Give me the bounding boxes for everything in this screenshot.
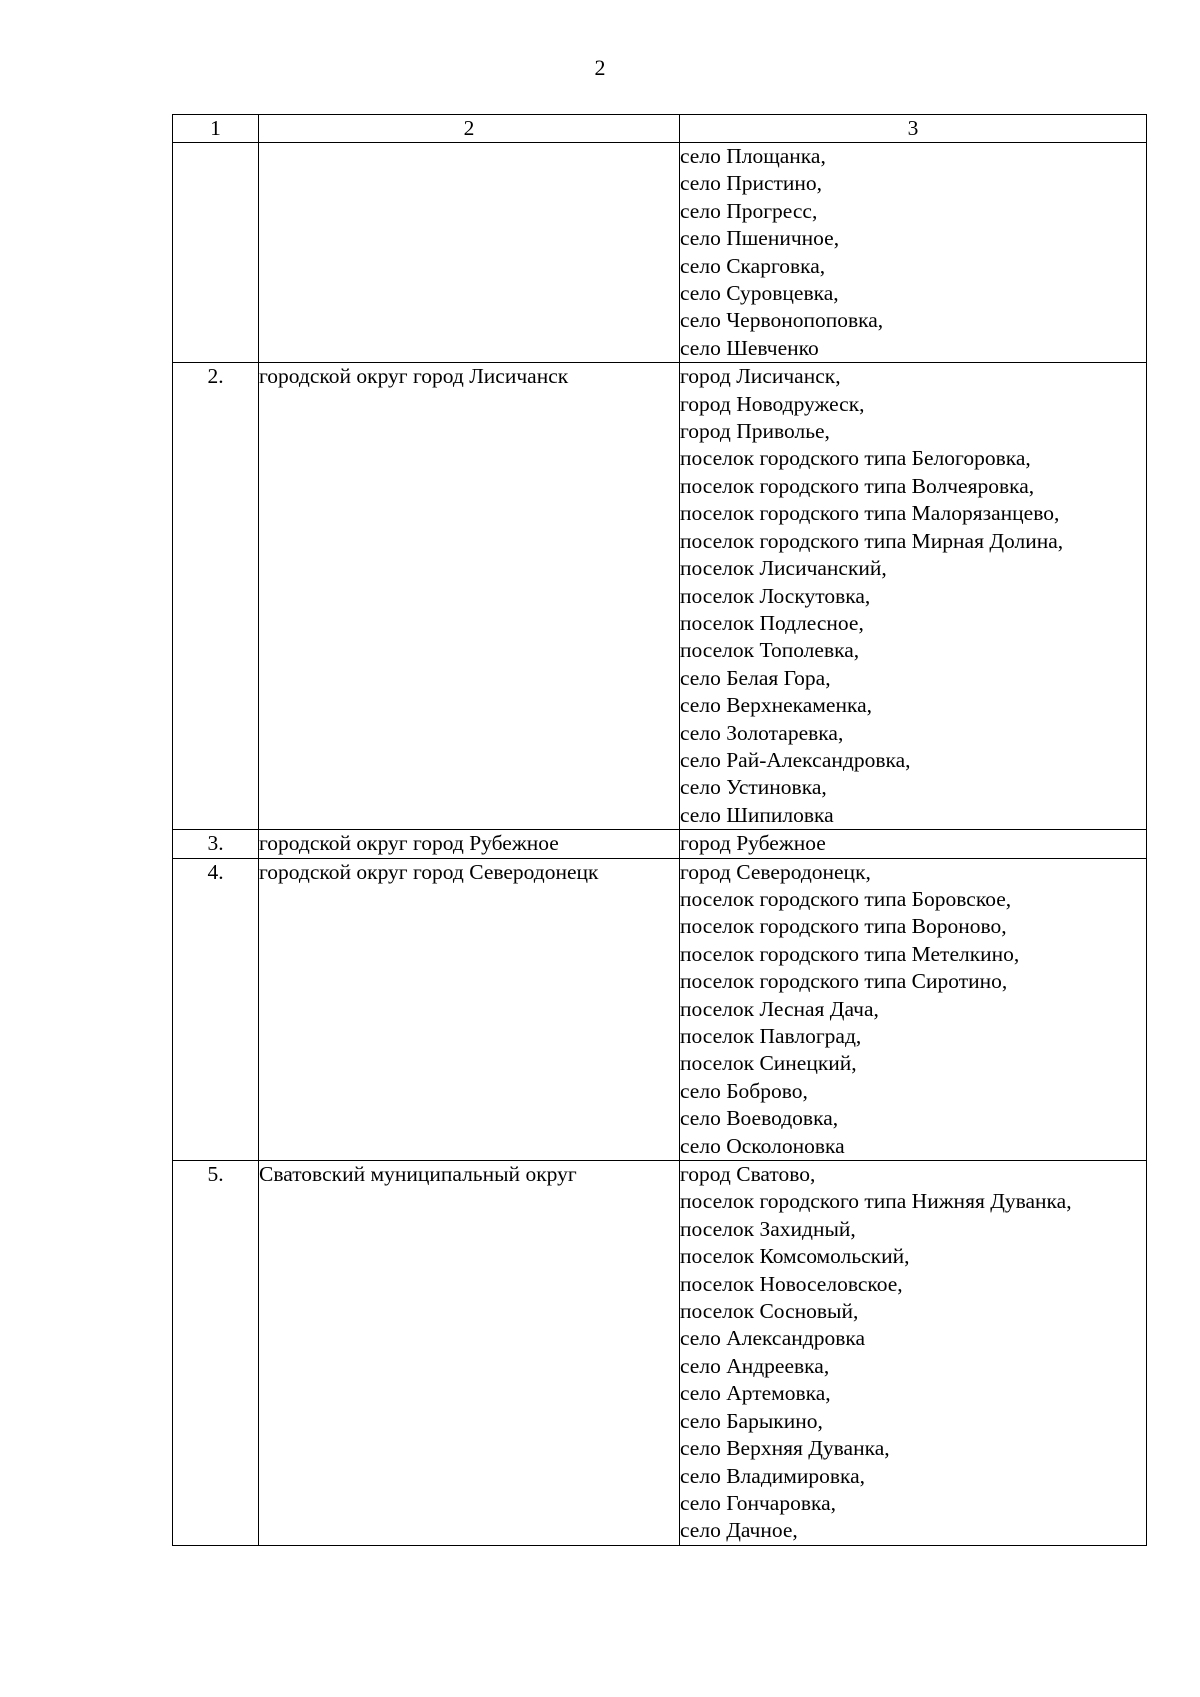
settlements-table [172,114,1147,1546]
settlement-item: село Червонопоповка, [680,308,884,333]
settlement-item: село Рай-Александровка, [680,747,911,772]
row-number-cell: 5. [173,1161,259,1546]
settlements-cell [680,363,1147,830]
settlement-item: село Верхнекаменка, [680,693,872,718]
settlement-item: село Площанка, [680,144,826,168]
settlement-item: поселок Лисичанский, [680,556,887,581]
settlement-item: село Прогресс, [680,198,818,223]
municipality-name-cell [259,143,680,363]
settlement-item: поселок Комсомольский, [680,1244,910,1269]
settlements-cell [680,143,1147,363]
settlement-item: село Шипиловка [680,802,834,827]
settlement-item: село Владимировка, [680,1463,866,1488]
settlement-item: село Артемовка, [680,1381,831,1406]
settlement-item: поселок городского типа Вороново, [680,914,1007,939]
municipality-name-cell: городской округ город Рубежное [259,830,680,858]
settlement-item: село Барыкино, [680,1408,823,1433]
settlement-item: село Пристино, [680,171,823,196]
settlement-item: село Осколоновка [680,1133,845,1158]
row-number-cell: 4. [173,858,259,1160]
settlement-item: поселок Сосновый, [680,1299,859,1324]
settlement-item: поселок городского типа Боровское, [680,886,1012,911]
settlement-item: село Александровка [680,1326,866,1351]
settlement-item: село Боброво, [680,1078,808,1103]
header-cell-3: 3 [680,115,1147,143]
settlement-item: поселок Синецкий, [680,1051,857,1076]
settlement-item: город Северодонецк, [680,859,871,884]
header-cell-1: 1 [173,115,259,143]
settlement-item: село Золотаревка, [680,720,844,745]
settlement-item: поселок Подлесное, [680,610,864,635]
municipality-name-cell: городской округ город Северодонецк [259,858,680,1160]
table-row [173,830,1147,858]
settlement-item: поселок городского типа Нижняя Дуванка, [680,1189,1072,1214]
settlement-item: поселок Тополевка, [680,638,860,663]
settlement-item: поселок Лесная Дача, [680,996,879,1021]
settlement-item: село Дачное, [680,1518,798,1543]
table-row [173,143,1147,363]
table-row [173,1161,1147,1546]
settlement-item: село Белая Гора, [680,665,831,690]
settlement-item: поселок городского типа Белогоровка, [680,446,1031,471]
settlements-cell [680,858,1147,1160]
settlement-item: город Сватово, [680,1162,816,1187]
settlement-item: поселок Захидный, [680,1216,856,1241]
settlement-item: село Скарговка, [680,253,826,278]
municipality-name-cell: Сватовский муниципальный округ [259,1161,680,1546]
table-header-row [173,115,1147,143]
settlement-item: поселок городского типа Мирная Долина, [680,528,1064,553]
settlement-item: поселок городского типа Сиротино, [680,969,1008,994]
settlement-item: город Приволье, [680,419,830,444]
settlement-item: город Лисичанск, [680,364,841,389]
settlements-cell [680,830,1147,858]
settlement-item: село Шевченко [680,335,819,360]
table-row [173,858,1147,1160]
settlement-item: село Суровцевка, [680,281,839,306]
row-number-cell: 2. [173,363,259,830]
settlement-item: село Пшеничное, [680,226,840,251]
settlement-item: поселок Лоскутовка, [680,583,871,608]
settlement-item: поселок городского типа Волчеяровка, [680,473,1035,498]
settlement-item: поселок Новоселовское, [680,1271,903,1296]
table-row [173,363,1147,830]
settlement-item: село Андреевка, [680,1353,830,1378]
settlement-item: село Гончаровка, [680,1490,837,1515]
row-number-cell [173,143,259,363]
settlement-item: село Воеводовка, [680,1106,839,1131]
settlement-item: поселок Павлоград, [680,1024,862,1048]
settlement-item: поселок городского типа Метелкино, [680,941,1020,966]
settlement-item: село Устиновка, [680,775,827,800]
settlement-item: село Верхняя Дуванка, [680,1436,890,1461]
settlement-item: поселок городского типа Малорязанцево, [680,501,1060,526]
settlement-item: город Новодружеск, [680,391,865,416]
row-number-cell: 3. [173,830,259,858]
municipality-name-cell: городской округ город Лисичанск [259,363,680,830]
settlement-item: город Рубежное [680,831,826,856]
settlements-cell [680,1161,1147,1546]
header-cell-2: 2 [259,115,680,143]
page-number: 2 [594,55,606,80]
